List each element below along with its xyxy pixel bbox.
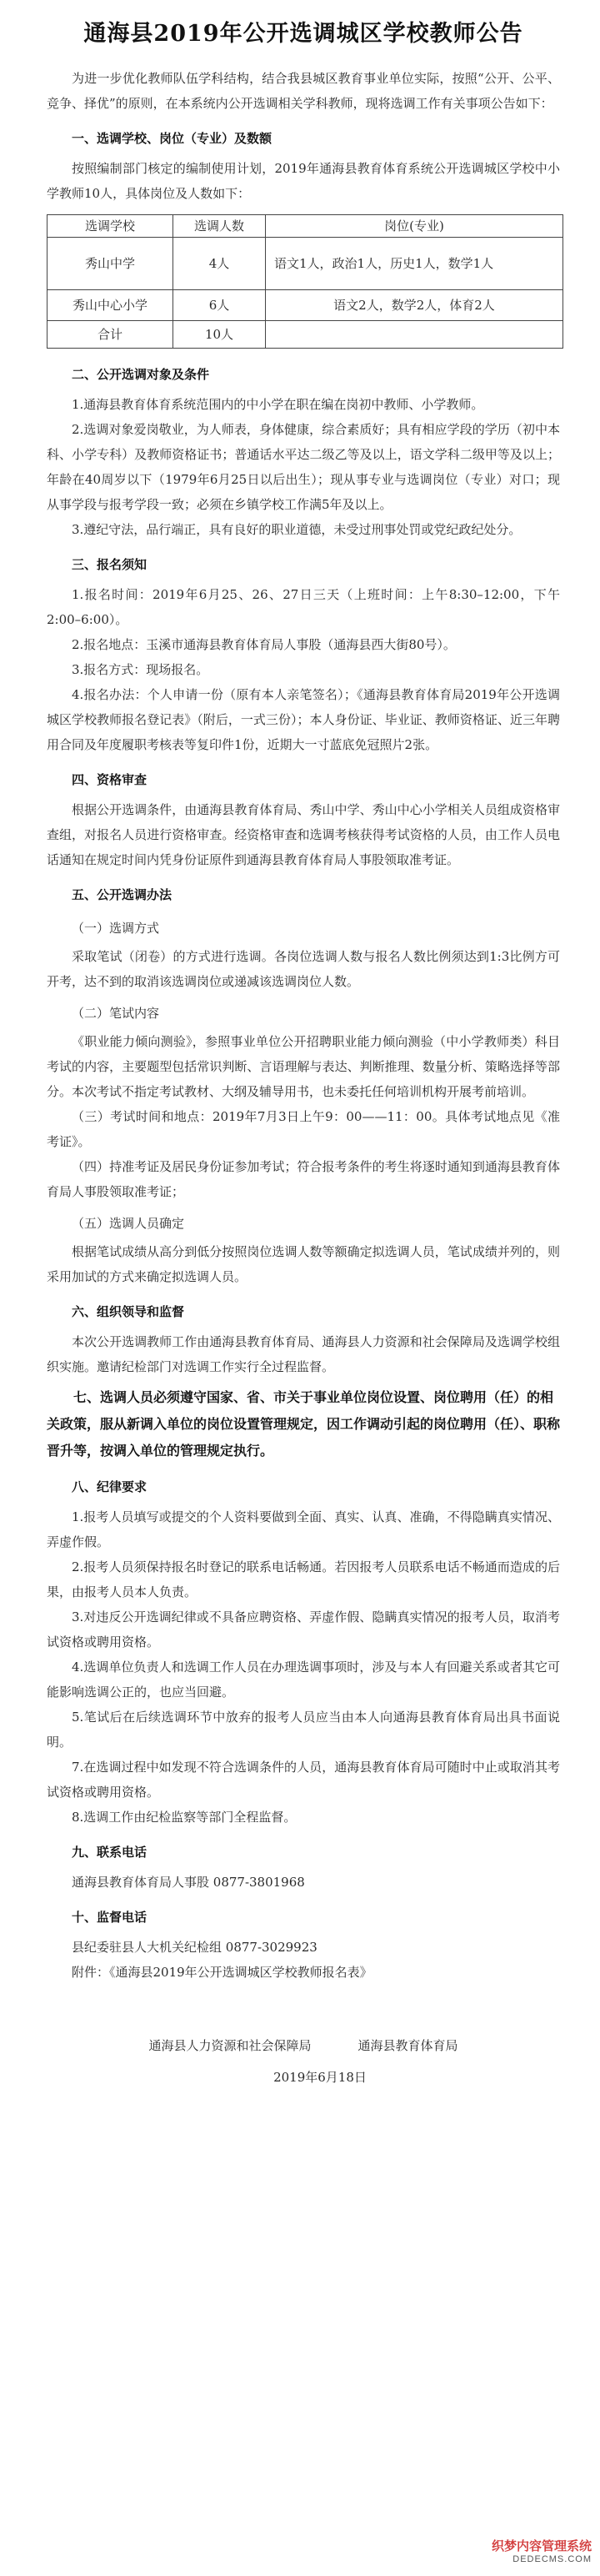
section-1-body: 按照编制部门核定的编制使用计划，2019年通海县教育体育系统公开选调城区学校中小学教师10人，具体岗位及人数如下： bbox=[47, 161, 560, 201]
site-watermark bbox=[492, 2537, 592, 2564]
section-5-sub-1: （一）选调方式 bbox=[72, 921, 160, 936]
section-3-item-4: 4.报名办法：个人申请一份（原有本人亲笔签名）；《通海县教育体育局2019年公开选调城区学校教师报名登记表》（附后，一式三份）；本人身份证、毕业证、教师资格证、近三年聘用合同及年度履职考核表等复印件1份，近期大一寸蓝底免冠照片2张。 bbox=[47, 687, 560, 752]
section-8-heading: 八、纪律要求 bbox=[72, 1479, 148, 1494]
supervision-phone: 县纪委驻县人大机关纪检组 0877-3029923 bbox=[72, 1940, 318, 1955]
section-2-item-2: 2.选调对象爱岗敬业，为人师表，身体健康，综合素质好；具有相应学段的学历（初中本科、小学专科）及教师资格证书；普通话水平达二级乙等及以上，语文学科二级甲等及以上；年龄在40周岁以下（1979年6月25日以后出生）；现从事专业与选调岗位（专业）对口；现从事学段与报考学段一致；必须在乡镇学校工作满5年及以上。 bbox=[47, 422, 560, 512]
section-3-heading: 三、报名须知 bbox=[72, 557, 148, 572]
table-row bbox=[48, 238, 563, 290]
section-5-body-5: 根据笔试成绩从高分到低分按照岗位选调人数等额确定拟选调人员，笔试成绩并列的，则采用加试的方式来确定拟选调人员。 bbox=[47, 1244, 560, 1284]
section-6-heading: 六、组织领导和监督 bbox=[72, 1304, 185, 1319]
section-4-body: 根据公开选调条件，由通海县教育体育局、秀山中学、秀山中心小学相关人员组成资格审查组，对报名人员进行资格审查。经资格审查和选调考核获得考试资格的人员，由工作人员电话通知在规定时间内凭身份证原件到通海县教育体育局人事股领取准考证。 bbox=[47, 802, 560, 867]
table-cell-school: 秀山中心小学 bbox=[48, 290, 173, 321]
section-5-body-4: （四）持准考证及居民身份证参加考试；符合报考条件的考生将逐时通知到通海县教育体育局人事股领取准考证； bbox=[47, 1159, 560, 1199]
section-8-item-4: 4.选调单位负责人和选调工作人员在办理选调事项时，涉及与本人有回避关系或者其它可能影响选调公正的，也应当回避。 bbox=[47, 1660, 560, 1700]
table-cell-school: 秀山中学 bbox=[48, 238, 173, 290]
table-cell-posts: 语文1人，政治1人，历史1人，数学1人 bbox=[266, 238, 563, 290]
intro-paragraph: 为进一步优化教师队伍学科结构，结合我县城区教育事业单位实际，按照“公开、公平、竞争、择优”的原则，在本系统内公开选调相关学科教师，现将选调工作有关事项公告如下： bbox=[47, 71, 560, 111]
section-8-item-8: 8.选调工作由纪检监察等部门全程监督。 bbox=[72, 1810, 297, 1825]
positions-table bbox=[47, 214, 563, 349]
section-2-item-1: 1.通海县教育体育系统范围内的中小学在职在编在岗初中教师、小学教师。 bbox=[72, 397, 484, 412]
table-header-posts: 岗位(专业) bbox=[266, 215, 563, 238]
contact-phone: 通海县教育体育局人事股 0877-3801968 bbox=[72, 1875, 305, 1890]
attachment-link[interactable]: 附件：《通海县2019年公开选调城区学校教师报名表》 bbox=[72, 1965, 372, 1980]
section-8-item-1: 1.报考人员填写或提交的个人资料要做到全面、真实、认真、准确，不得隐瞒真实情况、弄虚作假。 bbox=[47, 1509, 560, 1549]
section-5-sub-2: （二）笔试内容 bbox=[72, 1006, 160, 1021]
table-row bbox=[48, 290, 563, 321]
table-cell-count: 6人 bbox=[173, 290, 266, 321]
section-3-item-1: 1.报名时间：2019年6月25、26、27日三天（上班时间：上午8:30–12:00，下午2:00–6:00）。 bbox=[47, 587, 560, 627]
watermark-line-2: DEDECMS.COM bbox=[512, 2554, 592, 2564]
section-6-body: 本次公开选调教师工作由通海县教育体育局、通海县人力资源和社会保障局及选调学校组织实施。邀请纪检部门对选调工作实行全过程监督。 bbox=[47, 1334, 560, 1374]
section-3-item-2: 2.报名地点：玉溪市通海县教育体育局人事股（通海县西大街80号）。 bbox=[72, 637, 456, 652]
issuer-hr-bureau: 通海县人力资源和社会保障局 bbox=[148, 2038, 312, 2053]
section-8-item-2: 2.报考人员须保持报名时登记的联系电话畅通。若因报考人员联系电话不畅通而造成的后果，由报考人员本人负责。 bbox=[47, 1559, 560, 1599]
section-8-item-7: 7.在选调过程中如发现不符合选调条件的人员，通海县教育体育局可随时中止或取消其考试资格或聘用资格。 bbox=[47, 1760, 560, 1800]
issue-date: 2019年6月18日 bbox=[273, 2070, 367, 2085]
section-3-item-3: 3.报名方式：现场报名。 bbox=[72, 662, 209, 677]
section-2-heading: 二、公开选调对象及条件 bbox=[72, 367, 210, 382]
section-10-heading: 十、监督电话 bbox=[72, 1910, 148, 1925]
table-cell-school: 合计 bbox=[48, 321, 173, 349]
section-5-heading: 五、公开选调办法 bbox=[72, 887, 172, 902]
table-header-row bbox=[48, 215, 563, 238]
section-5-sub-3: （五）选调人员确定 bbox=[72, 1216, 185, 1231]
section-4-heading: 四、资格审查 bbox=[72, 772, 148, 787]
table-row bbox=[48, 321, 563, 349]
table-cell-posts: 语文2人，数学2人，体育2人 bbox=[266, 290, 563, 321]
watermark-line-1: 织梦内容管理系统 bbox=[491, 2539, 592, 2553]
signatures bbox=[47, 2033, 560, 2058]
section-5-body-1: 采取笔试（闭卷）的方式进行选调。各岗位选调人数与报名人数比例须达到1:3比例方可开考，达不到的取消该选调岗位或递减该选调岗位人数。 bbox=[47, 949, 560, 989]
table-cell-posts bbox=[266, 321, 563, 349]
table-cell-count: 10人 bbox=[173, 321, 266, 349]
section-1-heading: 一、选调学校、岗位（专业）及数额 bbox=[72, 131, 272, 146]
table-cell-count: 4人 bbox=[173, 238, 266, 290]
section-9-heading: 九、联系电话 bbox=[72, 1845, 148, 1860]
section-8-item-3: 3.对违反公开选调纪律或不具备应聘资格、弄虚作假、隐瞒真实情况的报考人员，取消考试资格或聘用资格。 bbox=[47, 1609, 560, 1650]
section-8-item-5: 5.笔试后在后续选调环节中放弃的报考人员应当由本人向通海县教育体育局出具书面说明。 bbox=[47, 1710, 560, 1750]
table-header-school: 选调学校 bbox=[48, 215, 173, 238]
section-5-body-2: 《职业能力倾向测验》，参照事业单位公开招聘职业能力倾向测验（中小学教师类）科目考试的内容，主要题型包括常识判断、言语理解与表达、判断推理、数量分析、策略选择等部分。本次考试不指定考试教材、大纲及辅导用书，也未委托任何培训机构开展考前培训。 bbox=[47, 1034, 560, 1099]
page-title: 通海县2019年公开选调城区学校教师公告 bbox=[83, 21, 523, 47]
issuer-education-bureau: 通海县教育体育局 bbox=[358, 2038, 458, 2053]
section-7-paragraph: 七、选调人员必须遵守国家、省、市关于事业单位岗位设置、岗位聘用（任）的相关政策，服从新调入单位的岗位设置管理规定，因工作调动引起的岗位聘用（任）、职称晋升等，按调入单位的管理规定执行。 bbox=[47, 1389, 561, 1459]
table-header-count: 选调人数 bbox=[173, 215, 266, 238]
section-5-body-3: （三）考试时间和地点：2019年7月3日上午9：00——11：00。具体考试地点见《准考证》。 bbox=[47, 1109, 560, 1149]
section-2-item-3: 3.遵纪守法，品行端正，具有良好的职业道德，未受过刑事处罚或党纪政纪处分。 bbox=[72, 522, 522, 537]
